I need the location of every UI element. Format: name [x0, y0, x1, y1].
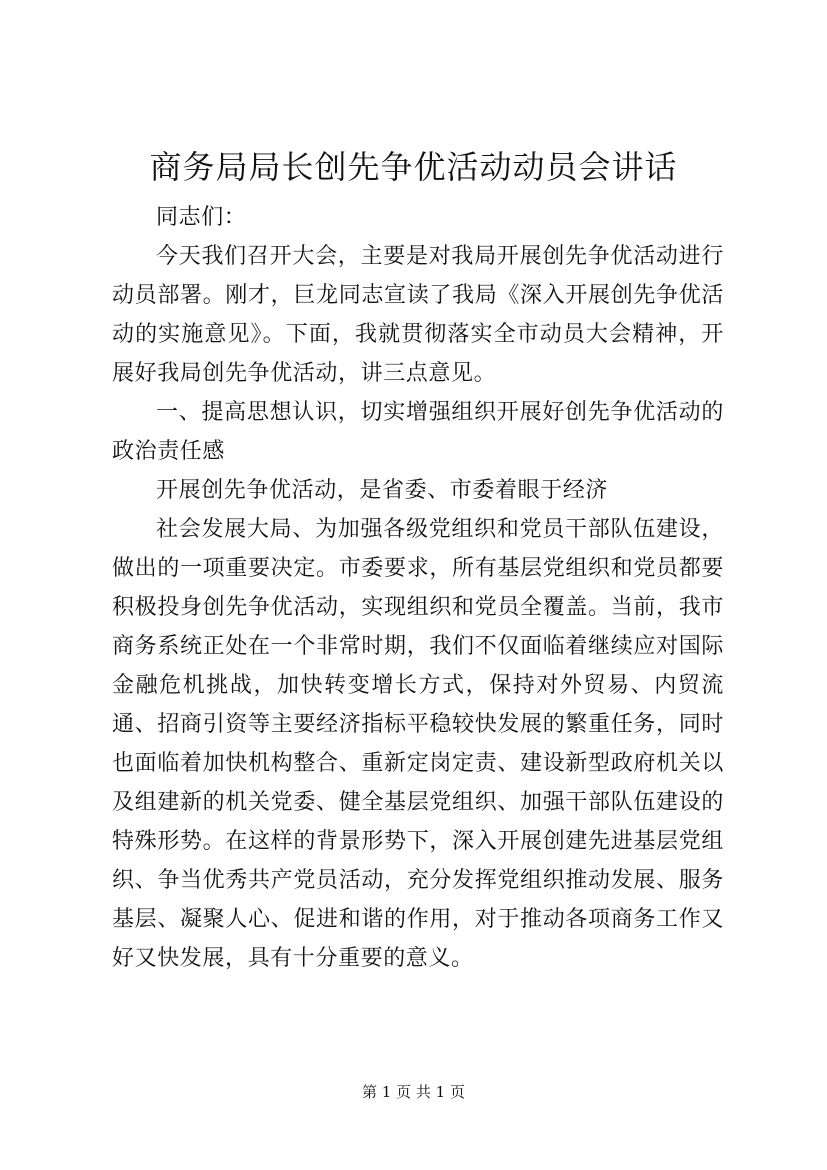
- paragraph: 今天我们召开大会，主要是对我局开展创先争优活动进行动员部署。刚才，巨龙同志宣读了我局《深入开展创先争优活动的实施意见》。下面，我就贯彻落实全市动员大会精神，开展好我局创先争优活动，讲三点意见。: [112, 244, 724, 386]
- document-title: 商务局局长创先争优活动动员会讲话: [149, 148, 678, 186]
- section-heading: 一、提高思想认识，切实增强组织开展好创先争优活动的政治责任感: [112, 400, 724, 464]
- salutation: 同志们：: [156, 205, 247, 230]
- paragraph: 社会发展大局、为加强各级党组织和党员干部队伍建设，做出的一项重要决定。市委要求，所有基层党组织和党员都要积极投身创先争优活动，实现组织和党员全覆盖。当前，我市商务系统正处在一个非常时期，我们不仅面临着继续应对国际金融危机挑战，加快转变增长方式，保持对外贸易、内贸流通、招商引资等主要经济指标平稳较快发展的繁重任务，同时也面临着加快机构整合、重新定岗定责、建设新型政府机关以及组建新的机关党委、健全基层党组织、加强干部队伍建设的特殊形势。在这样的背景形势下，深入开展创建先进基层党组织、争当优秀共产党员活动，充分发挥党组织推动发展、服务基层、凝聚人心、促进和谐的作用，对于推动各项商务工作又好又快发展，具有十分重要的意义。: [112, 517, 724, 971]
- page-footer: 第 1 页 共 1 页: [362, 1083, 465, 1101]
- paragraph: 开展创先争优活动，是省委、市委着眼于经济: [156, 478, 609, 503]
- document-body: [112, 198, 724, 978]
